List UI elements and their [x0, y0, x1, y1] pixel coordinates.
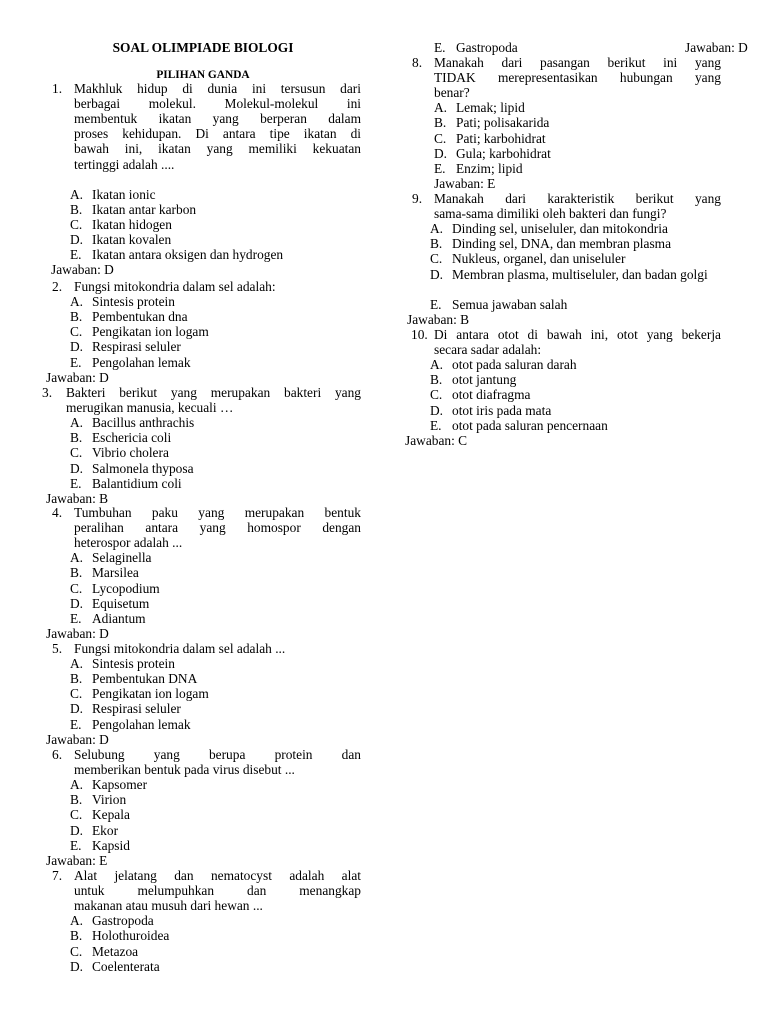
question-text-line: Fungsi mitokondria dalam sel adalah ... [74, 641, 286, 656]
option-letter: C. [70, 445, 83, 461]
option-letter: A. [434, 100, 448, 116]
option-text: Bacillus anthrachis [92, 415, 195, 431]
option-letter: B. [70, 309, 83, 325]
option-text: Ikatan ionic [92, 186, 156, 202]
question-text-line: bawah ini, ikatan yang memiliki kekuatan [74, 141, 361, 157]
option-text: Marsilea [92, 565, 139, 581]
option-letter: E. [434, 160, 446, 176]
option-text: Pengolahan lemak [92, 354, 191, 370]
option-text: otot pada saluran darah [452, 357, 577, 373]
question-text-line: Tumbuhan paku yang merupakan bentuk [74, 505, 361, 520]
option-text: Salmonela thyposa [92, 460, 194, 476]
option-text: Respirasi seluler [92, 701, 181, 717]
question-text-line: merugikan manusia, kecuali … [66, 400, 234, 416]
question-text-line: memberikan bentuk pada virus disebut ... [74, 762, 295, 778]
option-text: Dinding sel, DNA, dan membran plasma [452, 236, 672, 252]
answer-key: Jawaban: C [405, 432, 468, 448]
option-letter: B. [70, 430, 83, 446]
question-text-line: sama-sama dimiliki oleh bakteri dan fungi? [434, 206, 667, 222]
option-letter: D. [430, 402, 444, 418]
question-number: 7. [52, 868, 63, 883]
option-letter: C. [70, 943, 83, 959]
option-letter: D. [70, 232, 84, 247]
answer-key: Jawaban: D [46, 625, 109, 641]
option-text: Ekor [92, 822, 119, 838]
question-number: 2. [52, 279, 63, 294]
option-letter: B. [70, 565, 83, 581]
option-letter: A. [70, 415, 84, 431]
option-letter: B. [434, 115, 447, 131]
question-text-line: peralihan antara yang homospor dengan [74, 520, 361, 536]
question-number: 6. [52, 747, 63, 762]
option-text: Pengolahan lemak [92, 716, 191, 732]
option-text: Coelenterata [92, 958, 160, 974]
option-text: Nukleus, organel, dan uniseluler [452, 251, 626, 267]
answer-key: Jawaban: E [434, 175, 496, 191]
option-text: Equisetum [92, 595, 150, 611]
question-text-line: secara sadar adalah: [434, 342, 542, 358]
question-number: 5. [52, 641, 63, 656]
option-letter: B. [70, 671, 83, 687]
question-text-line: proses kehidupan. Di antara tipe ikatan di [74, 126, 361, 142]
option-letter: D. [70, 595, 84, 611]
page-title: SOAL OLIMPIADE BIOLOGI [112, 40, 294, 55]
option-letter: E. [70, 475, 82, 491]
option-letter: B. [70, 201, 83, 217]
option-letter: E. [434, 40, 446, 55]
option-text: Membran plasma, multiseluler, dan badan golgi [452, 266, 708, 282]
question-text-line: untuk melumpuhkan dan menangkap [74, 883, 361, 899]
option-text: Balantidium coli [92, 475, 182, 491]
option-letter: C. [430, 251, 443, 267]
question-text-line: berbagai molekul. Molekul-molekul ini [74, 96, 361, 112]
option-text: Enzim; lipid [456, 160, 523, 176]
option-text: otot diafragma [452, 387, 531, 403]
question-text-line: Makhluk hidup di dunia ini tersusun dari [74, 81, 361, 96]
option-letter: C. [70, 216, 83, 232]
question-text-line: heterospor adalah ... [74, 535, 183, 551]
option-letter: B. [70, 928, 83, 944]
question-text-line: benar? [434, 85, 470, 101]
answer-key: Jawaban: E [46, 852, 108, 868]
option-letter: D. [430, 266, 444, 282]
option-letter: A. [70, 913, 84, 929]
option-letter: A. [70, 294, 84, 310]
option-text: Sintesis protein [92, 294, 175, 310]
option-text: Virion [92, 792, 127, 808]
option-letter: C. [430, 387, 443, 403]
answer-key: Jawaban: B [407, 311, 470, 327]
answer-key: Jawaban: D [46, 731, 109, 747]
answer-key: Jawaban: B [46, 490, 109, 506]
option-letter: A. [70, 550, 84, 566]
option-letter: C. [70, 580, 83, 596]
option-letter: E. [70, 354, 82, 370]
option-letter: E. [70, 837, 82, 853]
answer-key: Jawaban: D [685, 40, 748, 55]
question-text-line: Alat jelatang dan nematocyst adalah alat [74, 868, 361, 883]
option-letter: B. [430, 372, 443, 388]
option-text: Pengikatan ion logam [92, 324, 209, 340]
question-text-line: Manakah dari karakteristik berikut yang [434, 191, 721, 206]
option-letter: D. [70, 701, 84, 717]
option-letter: C. [434, 130, 447, 146]
answer-key: Jawaban: D [51, 262, 114, 278]
option-text: Gastropoda [92, 913, 154, 929]
question-number: 10. [411, 327, 428, 342]
option-text: Lemak; lipid [456, 100, 525, 116]
option-text: Ikatan kovalen [92, 232, 172, 247]
question-number: 4. [52, 505, 63, 520]
option-text: Respirasi seluler [92, 339, 181, 355]
question-number: 8. [412, 55, 423, 70]
option-text: Ikatan antar karbon [92, 201, 197, 217]
question-text-line: Di antara otot di bawah ini, otot yang bekerja [434, 327, 721, 342]
option-text: Pembentukan DNA [92, 671, 198, 687]
option-text: Kepala [92, 807, 130, 823]
option-letter: A. [70, 656, 84, 672]
question-text-line: TIDAK merepresentasikan hubungan yang [434, 70, 721, 86]
question-text-line: tertinggi adalah .... [74, 156, 175, 172]
question-text-line: Manakah dari pasangan berikut ini yang [434, 55, 721, 70]
section-heading: PILIHAN GANDA [156, 69, 250, 81]
option-text: otot iris pada mata [452, 402, 552, 418]
option-text: Gastropoda [456, 40, 518, 55]
option-text: Semua jawaban salah [452, 296, 568, 312]
option-text: Pati; karbohidrat [456, 130, 546, 146]
option-text: Selaginella [92, 550, 152, 566]
option-text: Holothuroidea [92, 928, 170, 944]
option-letter: B. [430, 236, 443, 252]
option-letter: E. [70, 247, 82, 263]
option-letter: E. [430, 296, 442, 312]
option-letter: A. [70, 777, 84, 793]
option-text: Dinding sel, uniseluler, dan mitokondria [452, 221, 668, 237]
option-text: Ikatan hidogen [92, 216, 172, 232]
option-letter: A. [70, 186, 84, 202]
option-text: Kapsomer [92, 777, 148, 793]
option-letter: E. [430, 417, 442, 433]
option-text: Lycopodium [92, 580, 160, 596]
option-letter: D. [434, 145, 448, 161]
question-text-line: Fungsi mitokondria dalam sel adalah: [74, 279, 276, 294]
option-text: Ikatan antara oksigen dan hydrogen [92, 247, 284, 263]
option-letter: D. [70, 339, 84, 355]
option-text: otot pada saluran pencernaan [452, 417, 608, 433]
question-number: 9. [412, 191, 423, 206]
option-text: Gula; karbohidrat [456, 145, 551, 161]
option-text: Sintesis protein [92, 656, 175, 672]
option-letter: B. [70, 792, 83, 808]
question-number: 1. [52, 81, 63, 96]
question-number: 3. [42, 385, 53, 400]
option-letter: C. [70, 686, 83, 702]
option-text: Pengikatan ion logam [92, 686, 209, 702]
option-text: Pembentukan dna [92, 309, 188, 325]
option-text: Pati; polisakarida [456, 115, 550, 131]
question-text-line: Bakteri berikut yang merupakan bakteri yang [66, 385, 361, 400]
option-letter: D. [70, 958, 84, 974]
option-text: Adiantum [92, 610, 146, 626]
option-letter: E. [70, 610, 82, 626]
option-text: Eschericia coli [92, 430, 172, 446]
option-letter: A. [430, 357, 444, 373]
option-letter: C. [70, 807, 83, 823]
option-letter: A. [430, 221, 444, 237]
option-text: Vibrio cholera [92, 445, 169, 461]
option-letter: E. [70, 716, 82, 732]
question-text-line: makanan atau musuh dari hewan ... [74, 898, 263, 914]
option-letter: C. [70, 324, 83, 340]
option-text: otot jantung [452, 372, 517, 388]
question-text-line: membentuk ikatan yang berperan dalam [74, 111, 361, 127]
option-letter: D. [70, 460, 84, 476]
option-letter: D. [70, 822, 84, 838]
answer-key: Jawaban: D [46, 369, 109, 385]
option-text: Kapsid [92, 837, 130, 853]
question-text-line: Selubung yang berupa protein dan [74, 747, 361, 762]
option-text: Metazoa [92, 943, 139, 959]
